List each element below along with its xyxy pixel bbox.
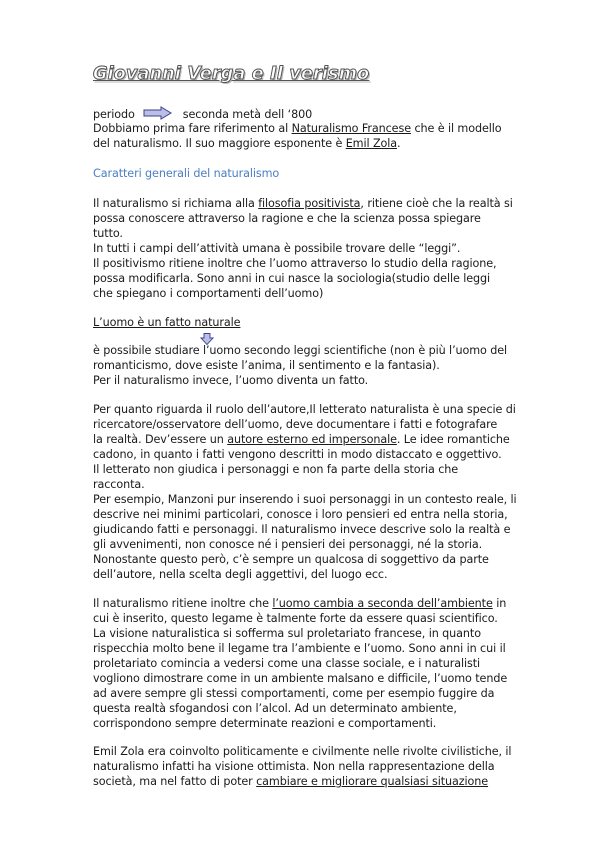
text-span: , ritiene cioè che la realtà si [360,197,513,210]
intro-text: . [397,137,401,150]
block1-line: possa conoscere attraverso la ragione e che la scienza possa spiegare [93,212,481,225]
block2-line: Per il naturalismo invece, l’uomo diventa un fatto. [93,374,369,387]
text-span: . Le idee romantiche [396,433,510,446]
block4-line: corrispondono sempre determinate reazioni e comportamenti. [93,717,437,730]
intro-text: Dobbiamo prima fare riferimento al [93,122,292,135]
block3-line: Per quanto riguarda il ruolo dell’autore,Il letterato naturalista è una specie di [93,403,516,416]
block4-line: La visione naturalistica si sofferma sul proletariato francese, in quanto [93,627,481,640]
block2-line: romanticismo, dove esiste l’anima, il sentimento e la fantasia). [93,359,440,372]
text-span: in [492,597,507,610]
block4-line: questa realtà sfogandosi con l’alcol. Ad un determinato ambiente, [93,702,457,715]
period-label: periodo [93,108,135,122]
block3-line: cadono, in quanto i fatti vengono descritti in modo distaccato e oggettivo. [93,448,502,461]
block2-line: è possibile studiare l’uomo secondo leggi scientifiche (non è più l’uomo del [93,344,508,357]
intro-line-3 [93,136,553,151]
block4-line: vogliono dimostrare come in un ambiente malsano e difficile, l’uomo tende [93,672,508,685]
block3-line: dell’autore, nella scelta degli aggettivi, del luogo ecc. [93,568,388,581]
text-span: la realtà. Dev’essere un [93,433,228,446]
autore-esterno-link: autore esterno ed impersonale [227,433,397,446]
section-heading: Caratteri generali del naturalismo [93,167,280,180]
page-title: Giovanni Verga e Il verismo [93,64,370,84]
block3-line: descrive nei minimi particolari, conosce i loro pensieri ed entra nella storia, [93,508,508,521]
block1-line: Il positivismo ritiene inoltre che l’uomo attraverso lo studio della ragione, [93,257,497,270]
block3-line: gli avvenimenti, non conosce né i pensieri dei personaggi, né la storia. [93,538,483,551]
block1-line: In tutti i campi dell’attività umana è possibile trovare delle “leggi”. [93,242,461,255]
block3-line: Il letterato non giudica i personaggi e non fa parte della storia che [93,463,459,476]
intro-text: del naturalismo. Il suo maggiore esponente è [93,137,346,150]
block3-line: Per esempio, Manzoni pur inserendo i suoi personaggi in un contesto reale, li [93,493,517,506]
block5-line: Emil Zola era coinvolto politicamente e civilmente nelle rivolte civilistiche, il [93,745,512,758]
intro-line-2 [93,121,553,136]
block4-line: proletariato comincia a vedersi come una classe sociale, e i naturalisti [93,657,480,670]
block5-line [93,774,553,789]
block3-line: giudicando fatti e personaggi. Il naturalismo invece descrive solo la realtà e [93,523,511,536]
block1-line [93,196,553,211]
block4-line [93,596,553,611]
block1-line: tutto. [93,227,123,240]
intro-text: che è il modello [410,122,502,135]
block4-line: rispecchia molto bene il legame tra l’ambiente e l’uomo. Sono anni in cui il [93,642,506,655]
block4-line: cui è inserito, questo legame è talmente forte da essere quasi scientifico. [93,612,498,625]
text-span: Il naturalismo ritiene inoltre che [93,597,273,610]
text-span: società, ma nel fatto di poter [93,775,257,788]
block1-line: che spiegano i comportamenti dell’uomo) [93,287,324,300]
block5-line: naturalismo infatti ha visione ottimista. Non nella rappresentazione della [93,760,495,773]
period-value: seconda metà dell ‘800 [182,108,313,122]
block3-line: Nonostante questo però, c’è sempre un qualcosa di soggettivo da parte [93,553,489,566]
block1-line: possa modificarla. Sono anni in cui nasce la sociologia(studio delle leggi [93,272,491,285]
text-span: Il naturalismo si richiama alla [93,197,259,210]
emil-zola-link: Emil Zola [345,137,398,150]
subheading-uomo-fatto-naturale: L’uomo è un fatto naturale [93,316,241,329]
block3-line: ricercatore/osservatore dell’uomo, deve documentare i fatti e fotografare [93,418,498,431]
block3-line [93,432,553,447]
uomo-ambiente-link: l’uomo cambia a seconda dell’ambiente [272,597,493,610]
cambiare-migliorare-link: cambiare e migliorare qualsiasi situazione [256,775,489,788]
filosofia-positivista-link: filosofia positivista [258,197,361,210]
naturalismo-francese-link: Naturalismo Francese [291,122,411,135]
block4-line: ad avere sempre gli stessi comportamenti, come per esempio fuggire da [93,687,495,700]
block3-line: racconta. [93,478,145,491]
